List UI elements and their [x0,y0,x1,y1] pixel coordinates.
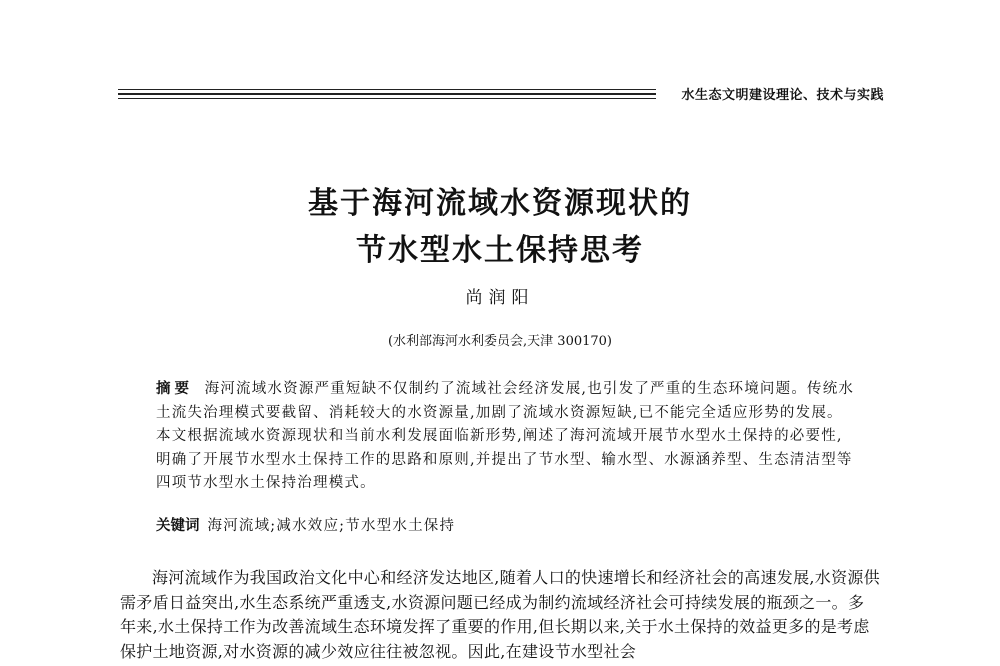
abstract-label: 摘要 [156,381,193,397]
paper-title-line-2: 节水型水土保持思考 [356,233,644,268]
header-rule [118,98,656,99]
keywords-text: 海河流域;减水效应;节水型水土保持 [207,518,456,534]
paper-title-line-1: 基于海河流域水资源现状的 [308,186,692,221]
author: 尚润阳 [465,288,535,308]
header-rule [118,93,656,95]
body-paragraph: 海河流域作为我国政治文化中心和经济发达地区,随着人口的快速增长和经济社会的高速发展,水资源供需矛盾日益突出,水生态系统严重透支,水资源问题已经成为制约流域经济社会可持续发展的瓶颈之一。多年来,水土保持工作为改善流域生态环境发挥了重要的作用,但长期以来,关于水土保持的效益更多的是考虑保护土地资源,对水资源的减少效应往往被忽视。因此,在建设节水型社会 [120,568,880,661]
keywords-label: 关键词 [156,518,200,534]
section-header: 水生态文明建设理论、技术与实践 [681,88,884,103]
header-rule [118,89,656,90]
abstract [156,378,856,496]
affiliation: (水利部海河水利委员会,天津 300170) [387,334,613,349]
keywords [156,514,455,535]
abstract-text: 海河流域水资源严重短缺不仅制约了流域社会经济发展,也引发了严重的生态环境问题。传统水土流失治理模式要截留、消耗较大的水资源量,加剧了流域水资源短缺,已不能完全适应形势的发展。本文根据流域水资源现状和当前水利发展面临新形势,阐述了海河流域开展节水型水土保持的必要性,明确了开展节水型水土保持工作的思路和原则,并提出了节水型、输水型、水源涵养型、生态清洁型等四项节水型水土保持治理模式。 [156,381,855,491]
body-text [120,566,880,664]
